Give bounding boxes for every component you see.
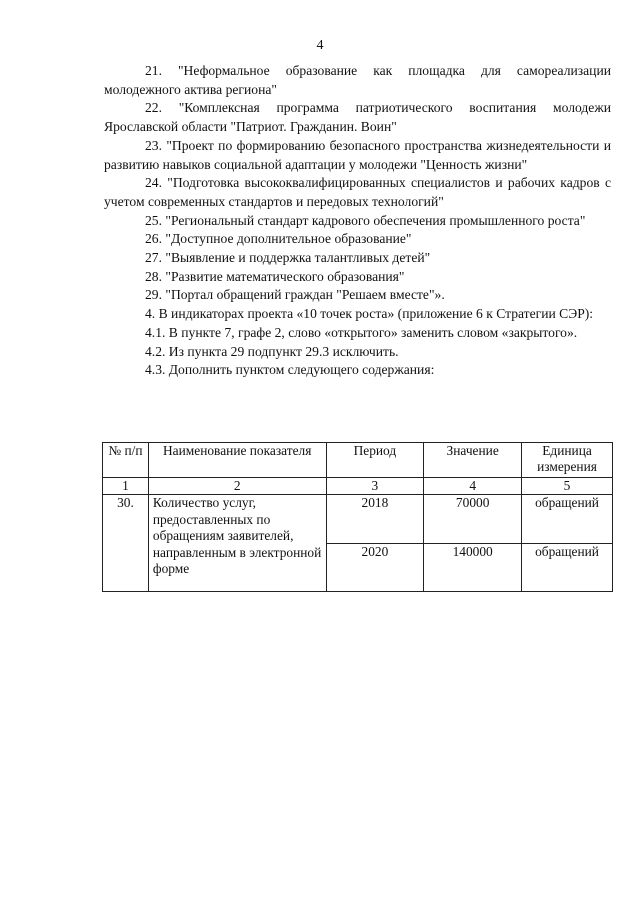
period-cell: 2018: [326, 495, 424, 544]
list-item-24: 24. "Подготовка высококвалифицированных специалистов и рабочих кадров с учетом современных стандартов и передовых технологий": [104, 175, 611, 209]
header-indicator-name: Наименование показателя: [148, 443, 326, 478]
table-row: [103, 495, 613, 544]
header-unit: Единица измерения: [522, 443, 613, 478]
unit-cell: обращений: [522, 543, 613, 592]
column-numbers-row: [103, 478, 613, 495]
header-value: Значение: [424, 443, 522, 478]
list-item-28: 28. "Развитие математического образования": [145, 268, 405, 284]
header-number: № п/п: [103, 443, 149, 478]
column-number-4: 4: [424, 478, 522, 495]
list-item-27: 27. "Выявление и поддержка талантливых детей": [145, 250, 431, 266]
column-number-2: 2: [148, 478, 326, 495]
row-number: 30.: [103, 495, 149, 592]
list-item-22: 22. "Комплексная программа патриотического воспитания молодежи Ярославской области "Патриот. Гражданин. Воин": [104, 100, 611, 135]
column-number-5: 5: [522, 478, 613, 495]
indicator-name: Количество услуг, предоставленных по обращениям заявителей, направленным в электронной форме: [148, 495, 326, 592]
page-number: 4: [316, 38, 324, 53]
table-header-row: [103, 443, 613, 478]
section-4-paragraph: 4. В индикаторах проекта «10 точек роста» (приложение 6 к Стратегии СЭР):: [145, 306, 594, 322]
list-item-29: 29. "Портал обращений граждан "Решаем вместе"».: [145, 287, 445, 303]
value-cell: 70000: [424, 495, 522, 544]
document-body: [104, 62, 611, 380]
section-4-2-paragraph: 4.2. Из пункта 29 подпункт 29.3 исключить.: [145, 343, 399, 359]
list-item-23: 23. "Проект по формированию безопасного пространства жизнедеятельности и развитию навыков социальной адаптации у молодежи "Ценность жизни": [104, 137, 611, 172]
value-cell: 140000: [424, 543, 522, 592]
unit-cell: обращений: [522, 495, 613, 544]
list-item-21: 21. "Неформальное образование как площадка для самореализации молодежного актива региона": [104, 63, 611, 97]
indicator-table: [102, 442, 613, 592]
period-cell: 2020: [326, 543, 424, 592]
section-4-1-paragraph: 4.1. В пункте 7, графе 2, слово «открытого» заменить словом «закрытого».: [145, 324, 578, 340]
list-item-25: 25. "Региональный стандарт кадрового обеспечения промышленного роста": [145, 212, 586, 228]
column-number-3: 3: [326, 478, 424, 495]
column-number-1: 1: [103, 478, 149, 495]
indicator-table-container: [102, 442, 613, 592]
section-4-3-paragraph: 4.3. Дополнить пунктом следующего содержания:: [145, 362, 435, 378]
list-item-26: 26. "Доступное дополнительное образование": [145, 231, 412, 247]
header-period: Период: [326, 443, 424, 478]
